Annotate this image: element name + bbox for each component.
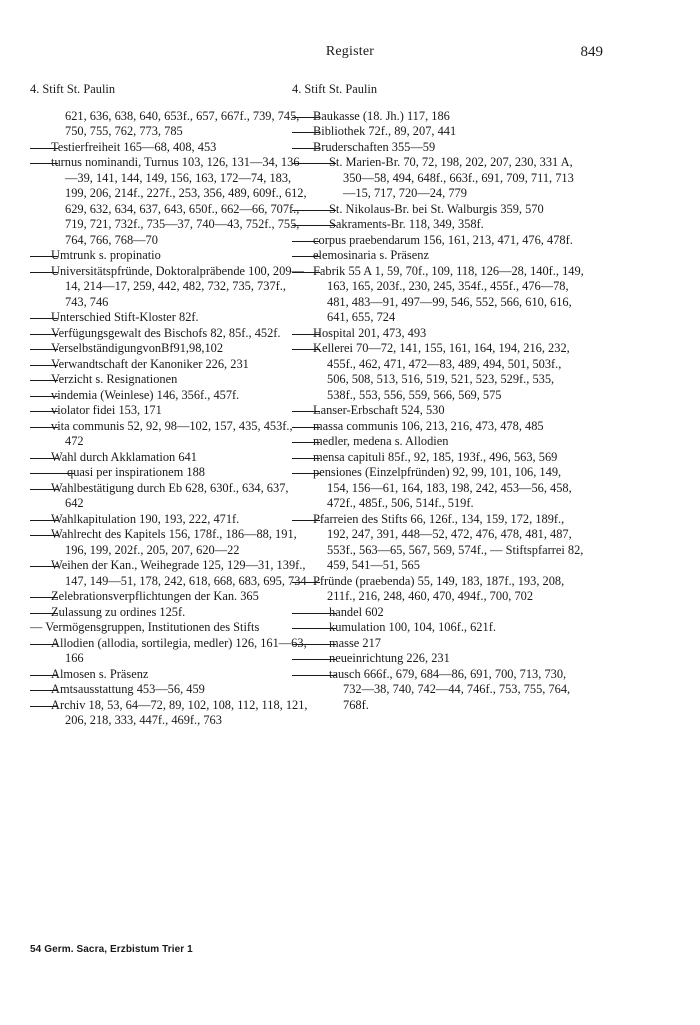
index-entry bbox=[292, 233, 584, 249]
entry-text: Verwandtschaft der Kanoniker 226, 231 bbox=[51, 356, 249, 371]
index-entry bbox=[292, 124, 584, 140]
index-entry bbox=[30, 419, 310, 450]
entry-text: Kellerei 70—72, 141, 155, 161, 164, 194, 216, 232, 455f., 462, 471, 472—83, 489, 494, 501, 503f., 506, 508, 513, 516, 519, 521, 523, 529f., 535, 538f., 553, 556, 559, 566, 569, 575 bbox=[313, 341, 570, 402]
repeat-dash bbox=[292, 442, 320, 443]
entry-text: pensiones (Einzelpfründen) 92, 99, 101, 106, 149, 154, 156—61, 164, 183, 198, 242, 453—56, 458, 472f., 485f., 506, 514f., 519f. bbox=[313, 465, 572, 510]
index-entry bbox=[292, 217, 584, 233]
repeat-dash bbox=[292, 582, 320, 583]
entry-text: Unterschied Stift-Kloster 82f. bbox=[51, 310, 199, 324]
entry-text: handel 602 bbox=[329, 604, 384, 619]
repeat-dash bbox=[292, 117, 320, 118]
repeat-dash bbox=[292, 520, 320, 521]
repeat-dash bbox=[30, 489, 58, 490]
signature-footer: 54 Germ. Sacra, Erzbistum Trier 1 bbox=[30, 944, 193, 955]
entry-text: Universitätspfründe, Doktoralpräbende 100, 209—14, 214—17, 259, 442, 482, 732, 735, 737f., 743, 746 bbox=[51, 263, 304, 309]
entry-text: Lanser-Erbschaft 524, 530 bbox=[313, 403, 445, 417]
entry-text: kumulation 100, 104, 106f., 621f. bbox=[329, 620, 496, 634]
index-entry bbox=[292, 465, 584, 512]
repeat-dash bbox=[292, 427, 320, 428]
entry-text: Almosen s. Präsenz bbox=[51, 666, 149, 681]
repeat-dash bbox=[292, 210, 336, 211]
repeat-dash bbox=[30, 411, 58, 412]
entry-text: violator fidei 153, 171 bbox=[51, 403, 162, 417]
index-entry bbox=[292, 450, 584, 466]
entry-text: Wahlbestätigung durch Eb 628, 630f., 634, 637, 642 bbox=[51, 480, 289, 510]
entry-text: 621, 636, 638, 640, 653f., 657, 667f., 739, 745, 750, 755, 762, 773, 785 bbox=[65, 108, 300, 138]
entry-text: corpus praebendarum 156, 161, 213, 471, 476, 478f. bbox=[313, 232, 573, 247]
index-entry bbox=[30, 388, 310, 404]
entry-text: vindemia (Weinlese) 146, 356f., 457f. bbox=[51, 387, 240, 402]
entry-text: Verfügungsgewalt des Bischofs 82, 85f., 452f. bbox=[51, 325, 281, 340]
repeat-dash bbox=[292, 613, 336, 614]
index-entry bbox=[30, 465, 310, 481]
entry-text: medler, medena s. Allodien bbox=[313, 434, 449, 448]
repeat-dash bbox=[292, 473, 320, 474]
repeat-dash bbox=[30, 520, 58, 521]
repeat-dash bbox=[30, 675, 58, 676]
right-column bbox=[292, 82, 584, 713]
index-entry bbox=[292, 140, 584, 156]
repeat-dash bbox=[292, 132, 320, 133]
entry-text: Fabrik 55 A 1, 59, 70f., 109, 118, 126—28, 140f., 149, 163, 165, 203f., 230, 245, 354f., 455f., 476—78, 481, 483—91, 497—99, 546, 552, 566, 610, 616, 641, 655, 724 bbox=[313, 263, 584, 324]
entry-text: St. Marien-Br. 70, 72, 198, 202, 207, 230, 331 A, 350—58, 494, 648f., 663f., 691, 709, 711, 713—15, 717, 720—24, 779 bbox=[329, 155, 574, 200]
entry-text: Verzicht s. Resignationen bbox=[51, 372, 178, 386]
index-entry bbox=[292, 667, 584, 714]
index-entry bbox=[30, 558, 310, 589]
index-entry bbox=[292, 574, 584, 605]
repeat-dash bbox=[292, 659, 336, 660]
entry-text: Bruderschaften 355—59 bbox=[313, 139, 436, 154]
repeat-dash bbox=[292, 272, 320, 273]
entry-text: Zelebrationsverpflichtungen der Kan. 365 bbox=[51, 589, 259, 603]
column-heading: 4. Stift St. Paulin bbox=[30, 82, 116, 96]
entry-text: Zulassung zu ordines 125f. bbox=[51, 604, 186, 619]
entry-text: St. Nikolaus-Br. bei St. Walburgis 359, 570 bbox=[329, 201, 544, 216]
entry-text: quasi per inspirationem 188 bbox=[67, 465, 205, 479]
index-entry bbox=[292, 326, 584, 342]
entry-text: — Vermögensgruppen, Institutionen des Stifts bbox=[30, 620, 260, 634]
index-entry bbox=[292, 341, 584, 403]
entry-text: Weihen der Kan., Weihegrade 125, 129—31, 139f., 147, 149—51, 178, 242, 618, 668, 683, 695, 734 bbox=[51, 558, 307, 588]
repeat-dash bbox=[30, 163, 58, 164]
index-entry bbox=[30, 527, 310, 558]
entry-text: massa communis 106, 213, 216, 473, 478, 485 bbox=[313, 418, 544, 433]
repeat-dash bbox=[30, 613, 58, 614]
index-entry bbox=[30, 155, 310, 248]
repeat-dash bbox=[30, 256, 58, 257]
index-entry bbox=[30, 109, 310, 140]
entry-text: neueinrichtung 226, 231 bbox=[329, 651, 450, 665]
repeat-dash bbox=[30, 380, 58, 381]
index-entry bbox=[292, 636, 584, 652]
index-entry bbox=[30, 341, 310, 357]
repeat-dash bbox=[30, 566, 58, 567]
repeat-dash bbox=[292, 628, 336, 629]
index-entry bbox=[292, 403, 584, 419]
repeat-dash bbox=[292, 225, 336, 226]
index-entry bbox=[30, 326, 310, 342]
repeat-dash bbox=[292, 349, 320, 350]
repeat-dash bbox=[30, 458, 58, 459]
index-entry bbox=[30, 403, 310, 419]
index-entry bbox=[292, 109, 584, 125]
index-entry bbox=[30, 682, 310, 698]
repeat-dash bbox=[292, 163, 336, 164]
index-entry bbox=[292, 419, 584, 435]
entry-text: Wahlrecht des Kapitels 156, 178f., 186—88, 191, 196, 199, 202f., 205, 207, 620—22 bbox=[51, 527, 297, 557]
left-column bbox=[30, 82, 310, 729]
repeat-dash bbox=[30, 473, 74, 474]
repeat-dash bbox=[30, 349, 58, 350]
index-entry bbox=[30, 450, 310, 466]
entry-text: turnus nominandi, Turnus 103, 126, 131—34, 136—39, 141, 144, 149, 156, 163, 172—74, 183, 199, 206, 214f., 227f., 253, 356, 489, 609f., 612, 629, 632, 634, 637, 643, 650f., 662—66, 707f., 719, 721, 732f., 735—37, 740—43, 752f., 755, 764, 766, 768—70 bbox=[51, 155, 307, 247]
repeat-dash bbox=[292, 241, 320, 242]
entry-text: elemosinaria s. Präsenz bbox=[313, 248, 429, 262]
entry-text: VerselbständigungvonBf91,98,102 bbox=[51, 341, 224, 355]
index-entry bbox=[30, 248, 310, 264]
index-entry bbox=[30, 667, 310, 683]
repeat-dash bbox=[292, 411, 320, 412]
index-entry bbox=[30, 636, 310, 667]
repeat-dash bbox=[30, 706, 58, 707]
entry-text: Amtsausstattung 453—56, 459 bbox=[51, 682, 205, 696]
entry-text: Archiv 18, 53, 64—72, 89, 102, 108, 112, 118, 121, 206, 218, 333, 447f., 469f., 763 bbox=[51, 697, 308, 727]
entry-text: Bibliothek 72f., 89, 207, 441 bbox=[313, 124, 457, 138]
page-header bbox=[0, 44, 700, 64]
index-entry bbox=[30, 357, 310, 373]
column-heading: 4. Stift St. Paulin bbox=[292, 82, 378, 96]
entry-text: Testierfreiheit 165—68, 408, 453 bbox=[51, 139, 217, 154]
index-entry bbox=[30, 140, 310, 156]
repeat-dash bbox=[292, 458, 320, 459]
index-entry bbox=[30, 310, 310, 326]
entry-text: Hospital 201, 473, 493 bbox=[313, 325, 427, 340]
entry-text: Umtrunk s. propinatio bbox=[51, 248, 161, 262]
index-entry bbox=[30, 605, 310, 621]
entry-text: Wahl durch Akklamation 641 bbox=[51, 449, 197, 464]
index-entry bbox=[292, 202, 584, 218]
repeat-dash bbox=[292, 675, 336, 676]
index-entry bbox=[292, 651, 584, 667]
index-entry bbox=[292, 620, 584, 636]
running-title: Register bbox=[325, 44, 375, 59]
entry-text: Allodien (allodia, sortilegia, medler) 126, 161—63, 166 bbox=[51, 635, 307, 665]
index-entry bbox=[30, 620, 310, 636]
repeat-dash bbox=[30, 272, 58, 273]
entry-text: mensa capituli 85f., 92, 185, 193f., 496, 563, 569 bbox=[313, 449, 558, 464]
repeat-dash bbox=[30, 427, 58, 428]
repeat-dash bbox=[30, 535, 58, 536]
entry-text: Pfarreien des Stifts 66, 126f., 134, 159, 172, 189f., 192, 247, 391, 448—52, 472, 476, 478, 481, 487, 553f., 563—65, 567, 569, 574f., — Stiftspfarrei 82, 459, 541—51, 565 bbox=[313, 511, 584, 572]
repeat-dash bbox=[30, 318, 58, 319]
entry-text: vita communis 52, 92, 98—102, 157, 435, 453f., 472 bbox=[51, 418, 293, 448]
index-entry bbox=[292, 512, 584, 574]
entry-text: tausch 666f., 679, 684—86, 691, 700, 713, 730, 732—38, 740, 742—44, 746f., 753, 755, 764, 768f. bbox=[329, 666, 571, 712]
entry-text: Sakraments-Br. 118, 349, 358f. bbox=[329, 217, 484, 231]
index-entry bbox=[292, 605, 584, 621]
entry-text: Baukasse (18. Jh.) 117, 186 bbox=[313, 108, 450, 123]
repeat-dash bbox=[30, 597, 58, 598]
entry-text: masse 217 bbox=[329, 635, 381, 650]
repeat-dash bbox=[30, 644, 58, 645]
repeat-dash bbox=[292, 148, 320, 149]
page-number: 849 bbox=[580, 44, 603, 60]
index-entry bbox=[292, 155, 584, 202]
entry-text: Wahlkapitulation 190, 193, 222, 471f. bbox=[51, 511, 240, 526]
repeat-dash bbox=[30, 148, 58, 149]
repeat-dash bbox=[30, 365, 58, 366]
index-entry bbox=[30, 698, 310, 729]
index-entry bbox=[30, 512, 310, 528]
repeat-dash bbox=[292, 644, 336, 645]
index-entry bbox=[30, 372, 310, 388]
repeat-dash bbox=[292, 334, 320, 335]
repeat-dash bbox=[292, 256, 320, 257]
entry-text: Pfründe (praebenda) 55, 149, 183, 187f., 193, 208, 211f., 216, 248, 460, 470, 494f., 700, 702 bbox=[313, 573, 565, 603]
index-entry bbox=[292, 434, 584, 450]
index-entry bbox=[292, 264, 584, 326]
index-entry bbox=[30, 589, 310, 605]
index-entry bbox=[292, 248, 584, 264]
repeat-dash bbox=[30, 334, 58, 335]
index-entry bbox=[30, 481, 310, 512]
repeat-dash bbox=[30, 396, 58, 397]
repeat-dash bbox=[30, 690, 58, 691]
index-entry bbox=[30, 264, 310, 311]
